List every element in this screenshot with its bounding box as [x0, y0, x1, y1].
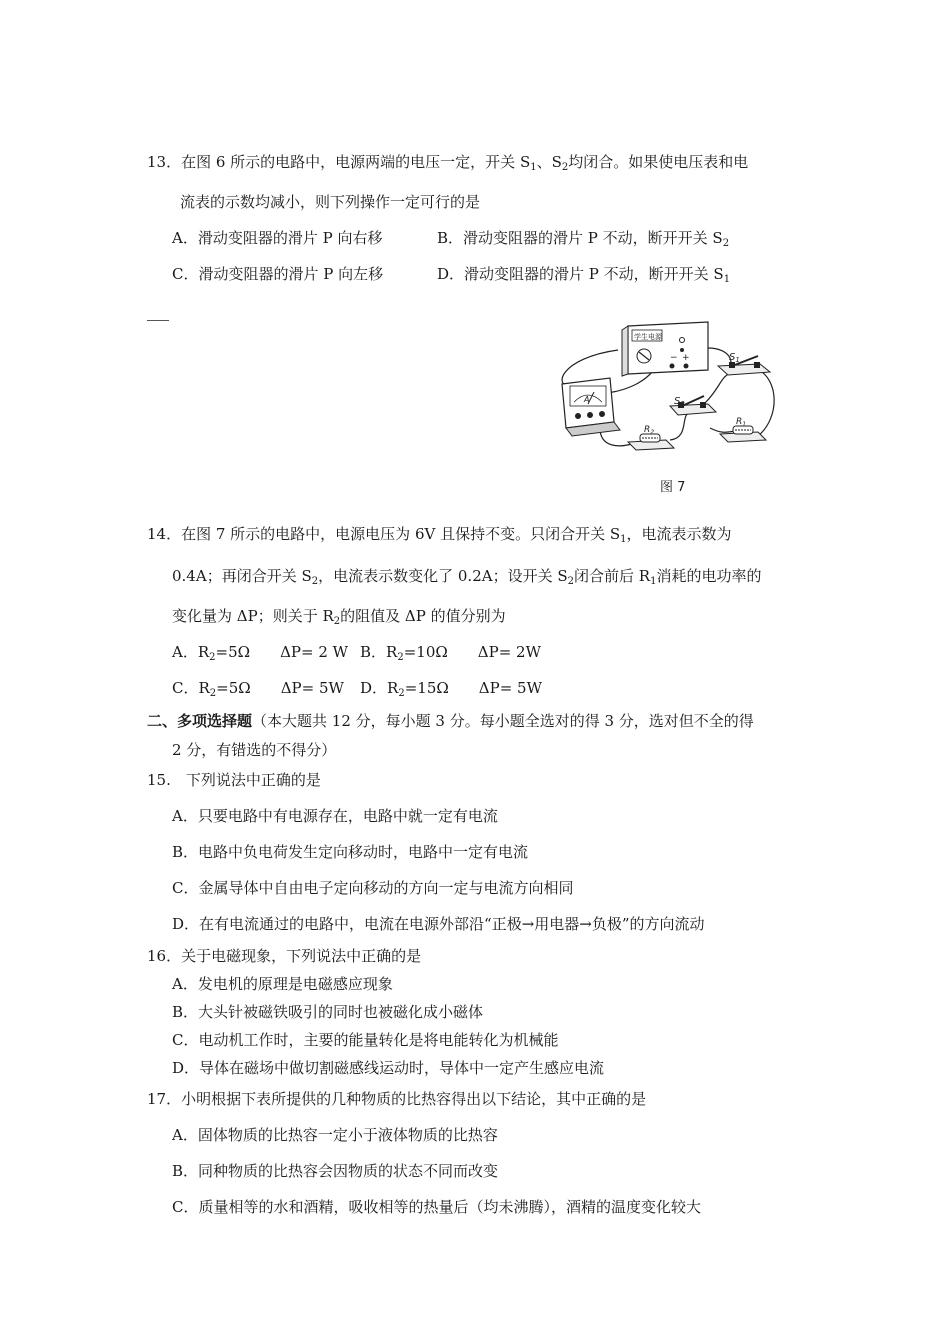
section2-desc: （本大题共 12 分，每小题 3 分。每小题全选对的得 3 分，选对但不全的得	[252, 712, 754, 730]
r2-label: R	[644, 425, 651, 435]
q15-option-c: C．金属导体中自由电子定向移动的方向一定与电流方向相同	[172, 879, 574, 897]
section2-title: 二、多项选择题	[147, 712, 253, 730]
q17-option-b: B．同种物质的比热容会因物质的状态不同而改变	[172, 1162, 499, 1180]
q13-stem-line2: 流表的示数均减小，则下列操作一定可行的是	[180, 193, 481, 211]
q14-stem-line2: 0.4A；再闭合开关 $S_2$，电流表示数变化了 0.2A；设开关 $S_2$闭合前后 $R_1$消耗的电功率的	[172, 567, 762, 587]
section2-desc-line2: 2 分，有错选的不得分）	[172, 741, 337, 759]
ammeter-label: A	[584, 395, 590, 404]
resistor-r1	[720, 417, 766, 442]
q13-option-b: B．滑动变阻器的滑片 P 不动，断开开关 $S_2$	[437, 229, 730, 249]
divider-mark	[147, 320, 169, 321]
power-supply-label: 学生电源	[634, 333, 662, 341]
q14-option-c: C．$R_2=5\Omega$ ΔP= 5W	[172, 679, 344, 699]
svg-text:S1: $S_1$	[729, 352, 740, 364]
q17-stem: 17．小明根据下表所提供的几种物质的比热容得出以下结论，其中正确的是	[147, 1090, 647, 1108]
r1-label: R	[736, 417, 743, 427]
svg-text:R2: $R_2$	[644, 425, 655, 436]
q16-option-c: C．电动机工作时，主要的能量转化是将电能转化为机械能	[172, 1031, 559, 1049]
wire	[710, 428, 735, 432]
s1-label: S	[729, 352, 736, 363]
q15-option-d: D．在有电流通过的电路中，电流在电源外部沿“正极→用电器→负极”的方向流动	[172, 915, 705, 933]
wire	[670, 413, 690, 440]
svg-text:R1: $R_1$	[736, 417, 747, 428]
q16-stem: 16．关于电磁现象，下列说法中正确的是	[147, 947, 422, 965]
q14-option-d: D．$R_2=15\Omega$ ΔP= 5W	[360, 679, 543, 699]
s2-label: S	[674, 396, 681, 407]
q13-stem-line1: 13．在图 6 所示的电路中，电源两端的电压一定，开关 $S_1$、$S_2$均闭合。如果使电压表和电	[147, 153, 749, 173]
q13-option-a: A．滑动变阻器的滑片 P 向右移	[172, 229, 383, 247]
q14-option-a: A．$R_2=5\Omega$ ΔP= 2 W	[172, 643, 349, 663]
power-supply	[622, 322, 708, 376]
ammeter	[562, 378, 620, 436]
q14-stem-line1: 14．在图 7 所示的电路中，电源电压为 6V 且保持不变。只闭合开关 $S_1$，电流表示数为	[147, 525, 732, 545]
q16-option-d: D．导体在磁场中做切割磁感线运动时，导体中一定产生感应电流	[172, 1059, 605, 1077]
q13-option-d: D．滑动变阻器的滑片 P 不动，断开开关 $S_1$	[437, 265, 731, 285]
wire	[708, 348, 731, 368]
q15-option-b: B．电路中负电荷发生定向移动时，电路中一定有电流	[172, 843, 529, 861]
q17-option-c: C．质量相等的水和酒精，吸收相等的热量后（均未沸腾），酒精的温度变化较大	[172, 1198, 701, 1216]
q15-stem: 15. 下列说法中正确的是	[147, 771, 321, 789]
svg-text:S2: $S_2$	[674, 396, 685, 408]
q16-option-b: B．大头针被磁铁吸引的同时也被磁化成小磁体	[172, 1003, 484, 1021]
q13-option-c: C．滑动变阻器的滑片 P 向左移	[172, 265, 384, 283]
wire	[705, 373, 730, 403]
svg-text:−: −	[670, 353, 678, 363]
figure7-caption: 图 7	[660, 480, 686, 495]
section2-header	[147, 711, 754, 731]
switch-s1	[718, 352, 770, 375]
q14-option-b: B．$R_2=10\Omega$ ΔP= 2W	[360, 643, 542, 663]
svg-text:+: +	[682, 353, 690, 363]
q14-stem-line3: 变化量为 ΔP；则关于 $R_2$的阻值及 ΔP 的值分别为	[172, 607, 506, 627]
q15-option-a: A．只要电路中有电源存在，电路中就一定有电流	[172, 807, 498, 825]
q16-option-a: A．发电机的原理是电磁感应现象	[172, 975, 393, 993]
q17-option-a: A．固体物质的比热容一定小于液体物质的比热容	[172, 1126, 498, 1144]
wire	[755, 368, 774, 436]
resistor-r2	[628, 425, 674, 450]
figure7-circuit	[540, 318, 780, 468]
